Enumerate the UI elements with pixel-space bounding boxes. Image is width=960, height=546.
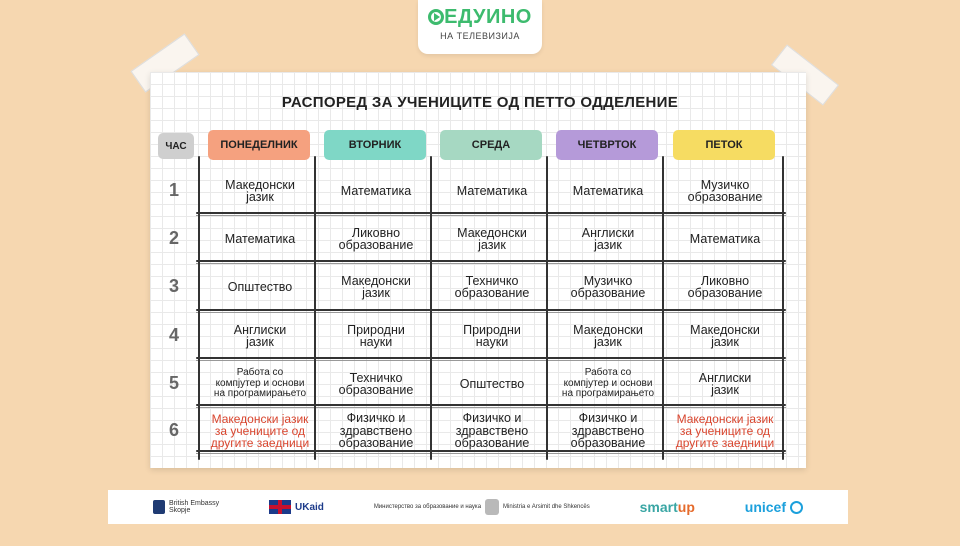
globe-icon [790,501,803,514]
schedule-cell: Техничко образование [454,273,530,300]
smartup-logo: smartup [639,499,695,515]
schedule-cell: Македонски јазик [690,322,760,349]
grid-column-line [314,156,316,460]
day-header: ПОНЕДЕЛНИК [208,130,310,160]
day-header: ВТОРНИК [324,130,426,160]
schedule-cell: Математика [689,231,761,246]
day-header: ПЕТОК [673,130,775,160]
grid-column-line [546,156,548,460]
sponsors-bar [108,490,848,524]
schedule-cell: Работа со компјутер и основи на програмирањето [561,367,655,400]
logo-subtitle: НА ТЕЛЕВИЗИЈА [440,31,520,41]
schedule-cell: Техничко образование [338,370,414,397]
hour-number: 4 [168,325,179,345]
schedule-cell: Македонски јазик за учениците од другите заедници [210,412,310,450]
ministry-logo: Министерство за образование и наука Ministria e Arsimit dhe Shkencës [374,499,590,515]
grid-column-line [430,156,432,460]
schedule-cell: Англиски јазик [233,322,287,349]
grid-row-line [196,260,786,262]
schedule-cell: Природни науки [463,322,521,349]
schedule-cell: Ликовно образование [687,273,763,300]
grid-column-line [198,156,200,460]
schedule-cell: Физичко и здравствено образование [570,411,646,451]
hour-header: ЧАС [158,133,194,159]
edu-logo: ЕДУИНО [418,6,542,29]
schedule-cell: Англиски јазик [581,225,635,252]
schedule-cell: Математика [340,183,412,198]
schedule-cell: Македонски јазик за учениците од другите заедници [675,412,775,450]
schedule-cell: Македонски јазик [457,225,527,252]
grid-row-line [196,357,786,359]
grid-row-line [196,404,786,406]
hour-number: 3 [168,276,179,296]
schedule-cell: Математика [572,183,644,198]
schedule-title: РАСПОРЕД ЗА УЧЕНИЦИТЕ ОД ПЕТТО ОДДЕЛЕНИЕ [281,94,679,111]
uk-flag-icon [269,500,291,514]
grid-row-line [196,450,786,452]
schedule-cell: Општество [227,279,293,294]
hour-number: 2 [168,228,179,248]
unicef-logo: unicef [745,499,803,515]
edu-logo-card [418,0,542,54]
schedule-cell: Природни науки [347,322,405,349]
day-header: СРЕДА [440,130,542,160]
grid-row-line [196,309,786,311]
schedule-cell: Физичко и здравствено образование [338,411,414,451]
schedule-cell: Работа со компјутер и основи на програмирањето [213,367,307,400]
crest-icon [153,500,165,514]
day-header: ЧЕТВРТОК [556,130,658,160]
hour-number: 5 [168,373,179,393]
grid-row-line [196,212,786,214]
schedule-cell: Македонски јазик [573,322,643,349]
schedule-cell: Општество [459,376,525,391]
british-embassy-logo: British Embassy Skopje [153,500,219,514]
schedule-cell: Математика [456,183,528,198]
schedule-cell: Македонски јазик [341,273,411,300]
hour-number: 1 [168,180,179,200]
schedule-cell: Македонски јазик [225,177,295,204]
schedule-cell: Музичко образование [687,177,763,204]
mk-crest-icon [485,499,499,515]
ukaid-logo: UKaid [269,500,324,514]
play-icon [428,9,444,25]
schedule-cell: Музичко образование [570,273,646,300]
hour-number: 6 [168,420,179,440]
schedule-cell: Физичко и здравствено образование [454,411,530,451]
grid-column-line [662,156,664,460]
grid-column-line [782,156,784,460]
schedule-cell: Англиски јазик [698,370,752,397]
schedule-cell: Ликовно образование [338,225,414,252]
schedule-cell: Математика [224,231,296,246]
